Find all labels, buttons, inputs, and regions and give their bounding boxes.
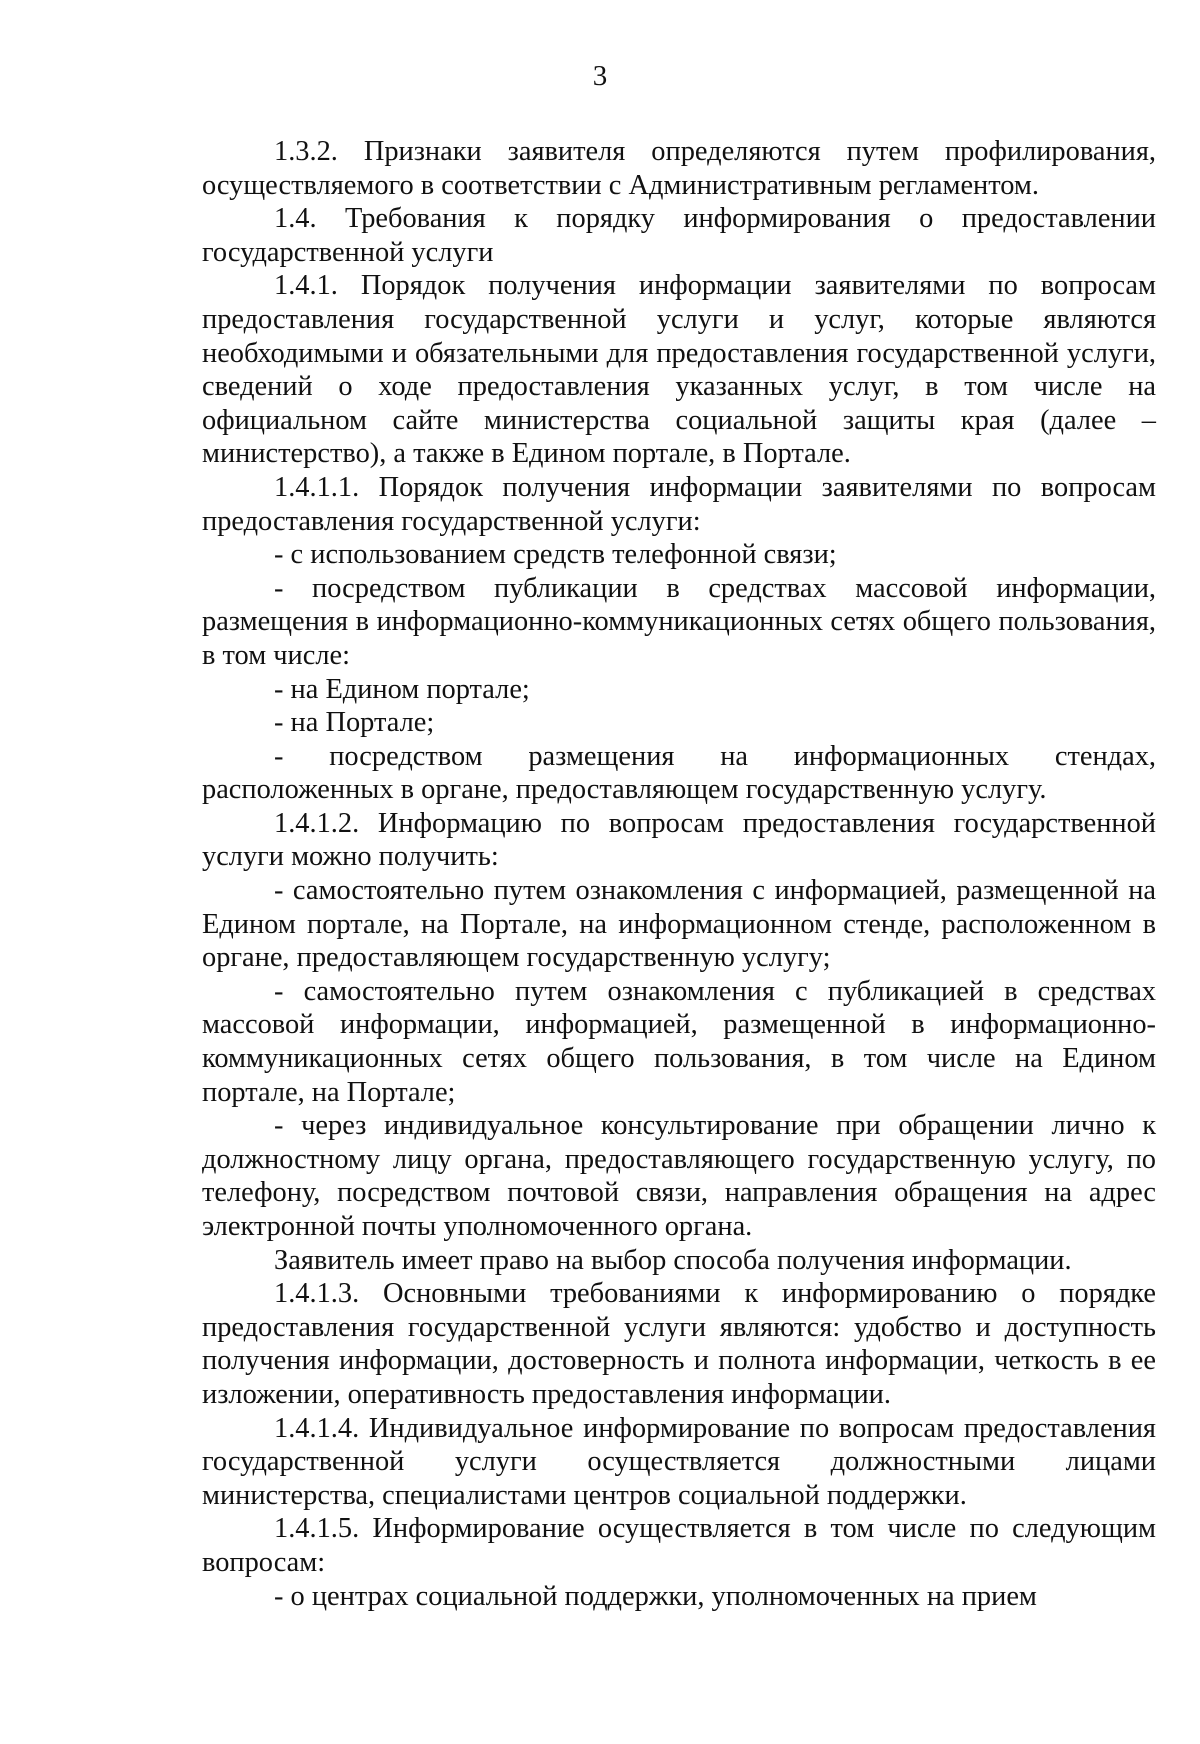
paragraph: - о центрах социальной поддержки, уполномоченных на прием [274,1580,1037,1612]
paragraph: 1.4. Требования к порядку информирования о предоставлении государственной услуги [202,203,1156,268]
document-body [202,135,1156,1613]
paragraph: - самостоятельно путем ознакомления с информацией, размещенной на Едином портале, на Портале, на информационном стенде, расположенном в органе, предоставляющем государственную услугу; [202,875,1156,974]
paragraph: 1.3.2. Признаки заявителя определяются путем профилирования, осуществляемого в соответствии с Административным регламентом. [202,136,1156,201]
paragraph: - через индивидуальное консультирование при обращении лично к должностному лицу органа, предоставляющего государственную услугу, по телефону, посредством почтовой связи, направления обращения на адрес электронной почты уполномоченного органа. [202,1110,1156,1242]
paragraph: - на Портале; [274,707,435,739]
paragraph: 1.4.1.3. Основными требованиями к информированию о порядке предоставления государственной услуги являются: удобство и доступность получения информации, достоверность и полнота информации, четкость в ее изложении, оперативность предоставления информации. [202,1278,1156,1410]
page-number: 3 [592,60,608,92]
paragraph: - с использованием средств телефонной связи; [274,539,837,571]
paragraph: - посредством публикации в средствах массовой информации, размещения в информационно-коммуникационных сетях общего пользования, в том числе: [202,572,1156,671]
paragraph: - на Едином портале; [274,673,530,705]
paragraph: 1.4.1.1. Порядок получения информации заявителями по вопросам предоставления государственной услуги: [202,471,1156,537]
paragraph: 1.4.1.5. Информирование осуществляется в том числе по следующим вопросам: [202,1513,1156,1578]
paragraph: 1.4.1.2. Информацию по вопросам предоставления государственной услуги можно получить: [202,807,1156,873]
paragraph: - посредством размещения на информационных стендах, расположенных в органе, предоставляющем государственную услугу. [202,740,1156,806]
paragraph: 1.4.1.4. Индивидуальное информирование по вопросам предоставления государственной услуги осуществляется должностными лицами министерства, специалистами центров социальной поддержки. [202,1412,1156,1511]
paragraph: Заявитель имеет право на выбор способа получения информации. [274,1244,1072,1276]
paragraph: 1.4.1. Порядок получения информации заявителями по вопросам предоставления государственной услуги и услуг, которые являются необходимыми и обязательными для предоставления государственной услуги, сведений о ходе предоставления указанных услуг, в том числе на официальном сайте министерства социальной защиты края (далее – министерство), а также в Едином портале, в Портале. [202,270,1156,470]
paragraph: - самостоятельно путем ознакомления с публикацией в средствах массовой информации, информацией, размещенной в информационно-коммуникационных сетях общего пользования, в том числе на Едином портале, на Портале; [202,975,1156,1108]
